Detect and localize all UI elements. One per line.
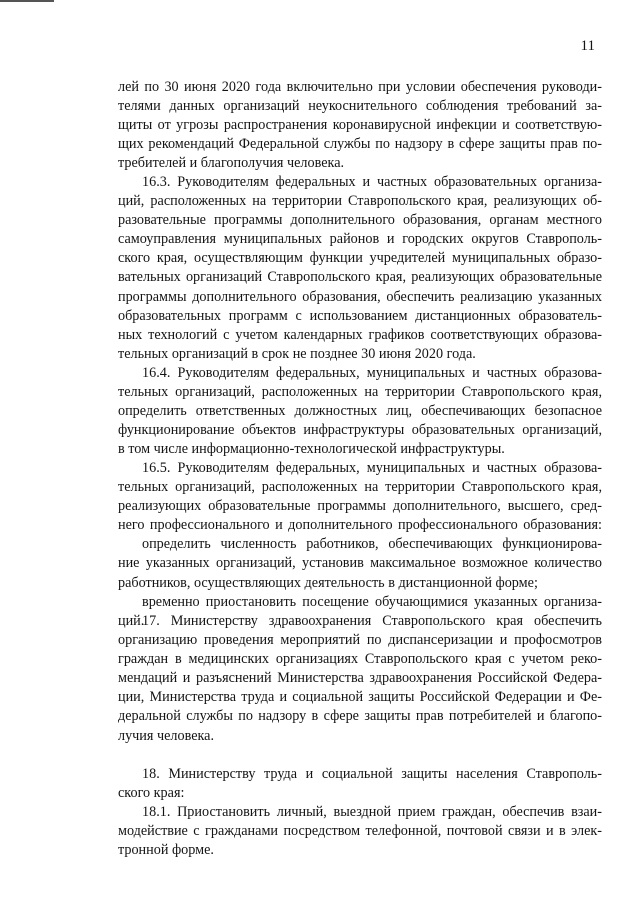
text-line: ние указанных организаций, установив максимальное возможное количество [118, 555, 602, 572]
text-line: образовательных программ с использованием дистанционных образователь- [118, 307, 602, 324]
text-line: ского края: [118, 785, 185, 802]
text-line: ций. [118, 612, 145, 629]
text-line: граждан в медицинских организациях Ставропольского края с учетом реко- [118, 651, 602, 668]
text-line: тельных организаций, расположенных на территории Ставропольского края, [118, 479, 602, 496]
text-line: определить численность работников, обеспечивающих функционирова- [142, 536, 602, 553]
text-line: 18. Министерству труда и социальной защиты населения Ставрополь- [142, 766, 602, 782]
page-number: 11 [580, 38, 595, 54]
text-line: вательных организаций Ставропольского края, реализующих образовательные [118, 269, 602, 286]
text-line: лучия человека. [118, 727, 215, 744]
text-line: реализующих образовательные программы дополнительного, высшего, сред- [118, 498, 602, 515]
text-line: ции, Министерства труда и социальной защиты Российской Федерации и Фе- [118, 689, 602, 706]
text-line: требителей и благополучия человека. [118, 155, 345, 172]
text-line: ций, расположенных на территории Ставропольского края, реализующих об- [118, 193, 602, 210]
text-line: него профессионального и дополнительного профессионального образования: [118, 517, 602, 534]
text-line: щих рекомендаций Федеральной службы по надзору в сфере защиты прав по- [118, 136, 602, 153]
text-line: в том числе информационно-технологической инфраструктуры. [118, 441, 505, 458]
text-line: модействие с гражданами посредством телефонной, почтовой связи и в элек- [118, 823, 602, 840]
text-line: 16.3. Руководителям федеральных и частных образовательных организа- [142, 174, 602, 190]
scan-edge-mark [0, 0, 54, 2]
text-line: работников, осуществляющих деятельность в дистанционной форме; [118, 574, 538, 591]
text-line: щиты от угрозы распространения коронавирусной инфекции и соответствую- [118, 117, 602, 134]
text-line: организацию проведения мероприятий по диспансеризации и профосмотров [118, 632, 602, 649]
paragraph-continuation [118, 78, 602, 173]
text-line: функционирование объектов инфраструктуры образовательных организаций, [118, 422, 602, 439]
text-line: 18.1. Приостановить личный, выездной прием граждан, обеспечив взаи- [142, 804, 602, 821]
paragraph-p16-3 [118, 173, 602, 364]
text-line: определить ответственных должностных лиц, обеспечивающих безопасное [118, 403, 602, 420]
text-line: 16.5. Руководителям федеральных, муниципальных и частных образова- [142, 460, 602, 476]
paragraph-p18 [118, 765, 602, 860]
text-line: программы дополнительного образования, обеспечить реализацию указанных [118, 288, 602, 305]
text-line: лей по 30 июня 2020 года включительно при условии обеспечения руководи- [118, 79, 602, 95]
text-line: тронной форме. [118, 842, 214, 859]
text-line: деральной службы по надзору в сфере защиты прав потребителей и благопо- [118, 708, 602, 725]
text-line: ского края, осуществляющим функции учредителей муниципальных образо- [118, 250, 602, 267]
paragraph-p16-4 [118, 364, 602, 459]
text-line: тельных организаций в срок не позднее 30 июня 2020 года. [118, 345, 476, 362]
text-line: телями данных организаций неукоснительного соблюдения требований за- [118, 98, 602, 115]
text-line: ных технологий с учетом календарных графиков соответствующих образова- [118, 326, 602, 343]
text-line: разовательные программы дополнительного образования, органам местного [118, 212, 602, 229]
text-line: 17. Министерству здравоохранения Ставропольского края обеспечить [142, 613, 602, 629]
text-line: временно приостановить посещение обучающимися указанных организа- [142, 593, 602, 610]
paragraph-p16-5 [118, 459, 602, 631]
text-line: 16.4. Руководителям федеральных, муниципальных и частных образова- [142, 365, 602, 381]
text-line: тельных организаций, расположенных на территории Ставропольского края, [118, 384, 602, 401]
text-line: мендаций и разъяснений Министерства здравоохранения Российской Федера- [118, 670, 602, 687]
paragraph-p17 [118, 612, 602, 746]
text-line: самоуправления муниципальных районов и городских округов Ставрополь- [118, 231, 602, 248]
